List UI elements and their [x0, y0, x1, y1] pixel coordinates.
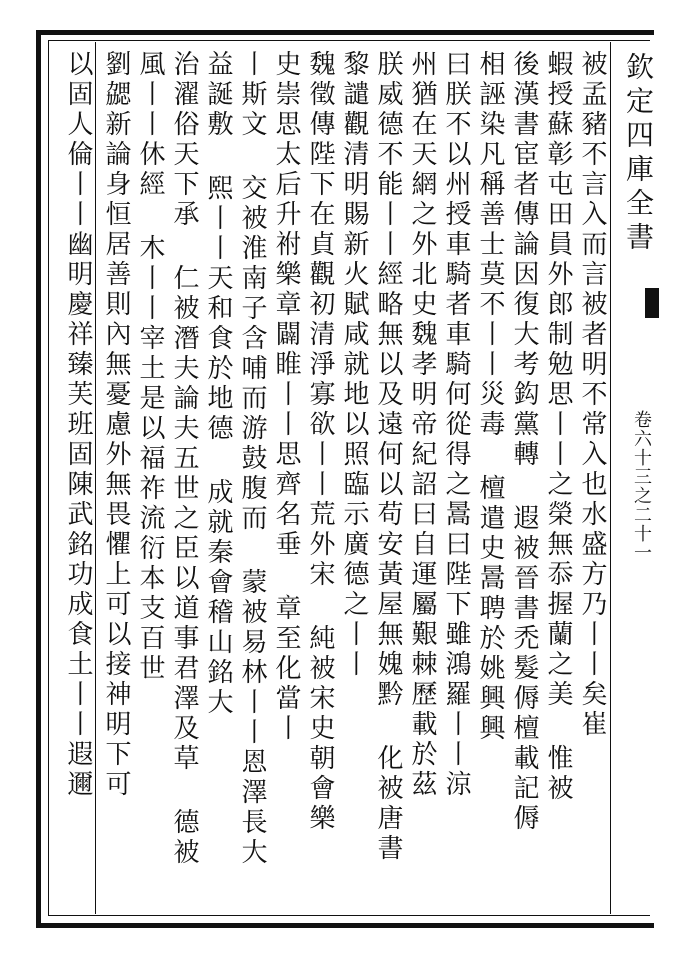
text-column: 蝦授蘇彰屯田員外郎制勉思丨丨之榮無忝握蘭之美 惟被 — [543, 50, 573, 804]
text-column: 益誕敷 熙丨丨天和食於地德 成就秦會稽山銘大 — [203, 50, 233, 718]
text-column: 後漢書宦者傳論因復大考鈎黨轉 遐被晉書禿髮傉檀載記傉 — [509, 50, 539, 834]
text-column: 風丨丨休經 木丨丨宰土是以福祚流衍本支百世 — [135, 50, 165, 684]
margin-title: 欽定四庫全書 — [622, 52, 655, 256]
volume-label: 卷六十三之二十一 — [631, 410, 652, 562]
text-column: 州猶在天網之外北史魏孝明帝紀詔曰自運屬艱棘歷載於茲 — [407, 50, 437, 800]
text-column: 朕威德不能丨丨經略無以及遠何以苟安黃屋無媿黔 化被唐書 — [373, 50, 403, 864]
text-column: 魏徵傳陛下在貞觀初清淨寡欲丨丨荒外宋 純被宋史朝會樂 — [305, 50, 335, 834]
text-column: 劉勰新論身恒居善則內無憂慮外無畏懼上可以接神明下可 — [101, 50, 131, 800]
fish-tail-mark — [645, 288, 659, 318]
text-column: 黎譴觀清明賜新火賦咸就地以照臨示廣德之丨丨 — [339, 50, 369, 680]
text-column: 史崇思太后升祔樂章闢睢丨丨思齊名垂 章至化當丨 — [271, 50, 301, 744]
text-column: 丨斯文 交被淮南子含哺而游鼓腹而 蒙被易林丨丨恩澤長大 — [237, 50, 267, 868]
text-column: 治濯俗天下承 仁被潛夫論夫五世之臣以道事君澤及草 德被 — [169, 50, 199, 868]
column-rule — [95, 42, 96, 914]
text-column: 相誣染凡稱善士莫不丨丨災毒 檀遣史暠聘於姚興興 — [475, 50, 505, 744]
column-rule — [610, 42, 611, 914]
text-column: 曰朕不以州授車騎者車騎何從得之暠曰陛下雖鴻羅丨丨涼 — [441, 50, 471, 800]
text-column: 以固人倫丨丨幽明慶祥臻芙班固陳武銘功成食土丨丨遐邇 — [63, 50, 93, 800]
text-column: 被孟豬不言入而言被者明不常入也水盛方乃丨丨矣崔 — [577, 50, 607, 740]
